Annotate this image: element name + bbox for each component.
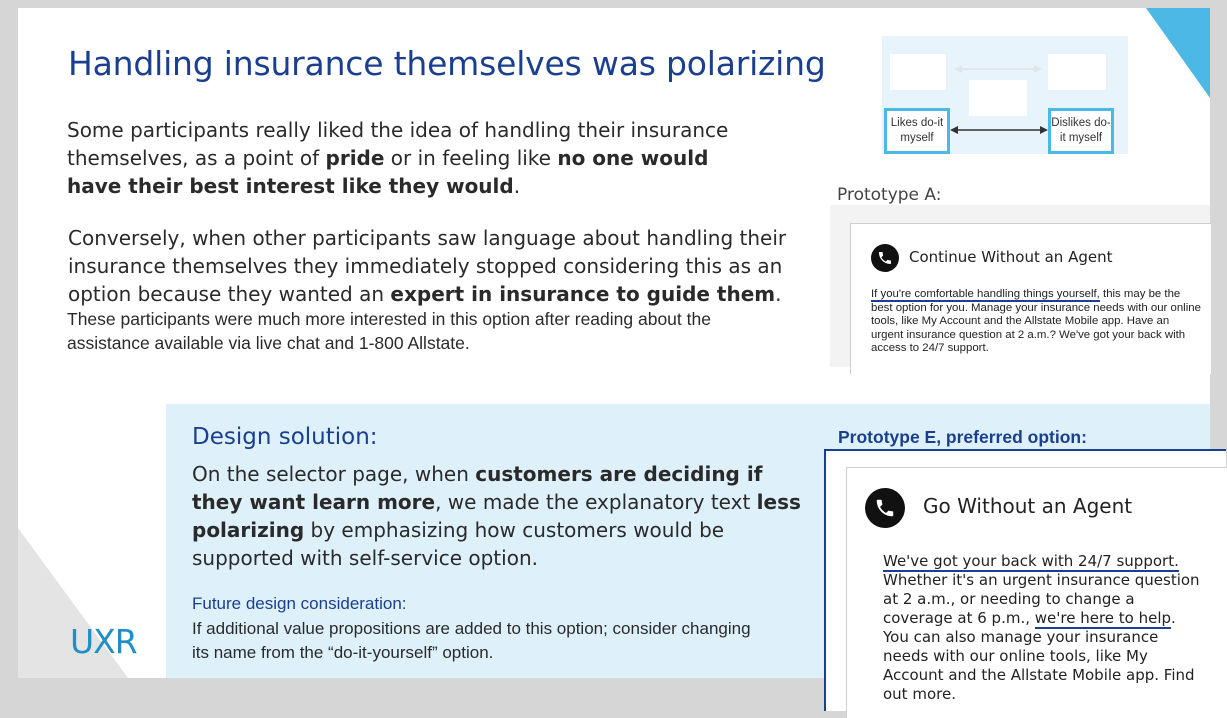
corner-decoration-top-right xyxy=(1146,8,1210,98)
slide xyxy=(18,8,1210,703)
phone-glyph xyxy=(877,250,893,266)
prototype-a-body xyxy=(871,288,1203,356)
phone-icon xyxy=(865,488,905,528)
bold-run: no one would have their best interest like they would xyxy=(67,146,709,198)
prototype-e-body xyxy=(883,552,1203,704)
text-run: Some participants really liked the idea of handling their insurance themselves, as a point of xyxy=(67,118,729,170)
placeholder-box xyxy=(1048,54,1106,90)
underlined-text: If you're comfortable handling things yourself, xyxy=(871,288,1100,300)
likes-diy-label: Likes do-it myself xyxy=(884,108,950,154)
double-arrow xyxy=(950,125,1048,135)
bold-run: customers are deciding if they want learn more xyxy=(192,462,763,514)
prototype-e-screenshot xyxy=(824,449,1226,711)
design-solution-text xyxy=(192,460,812,572)
prototype-e-card xyxy=(846,467,1227,718)
paragraph-assistance: These participants were much more interested in this option after reading about the assistance available via live chat and 1-800 Allstate. xyxy=(67,309,711,353)
text-run: Conversely, when other participants saw language about handling their insurance themselves they immediately stopped considering this as an option because they wanted an xyxy=(68,226,787,306)
faint-arrow xyxy=(954,64,1042,74)
bold-run: less polarizing xyxy=(192,490,801,542)
bold-run: pride xyxy=(325,146,385,170)
text-run: this may be the best option for you. Manage your insurance needs with our online tools, like My Account and the Allstate Mobile app. Have an urgent insurance question at 2 a.m.? We've got your back with access to 24/7 support. xyxy=(871,288,1201,355)
paragraph-conversely xyxy=(68,224,828,308)
prototype-e-label: Prototype E, preferred option: xyxy=(838,427,1087,447)
future-consideration-text: If additional value propositions are added to this option; consider changing its name from the “do-it-yourself” option. xyxy=(192,619,751,662)
uxr-logo: UXR xyxy=(70,622,137,661)
dislikes-diy-label: Dislikes do-it myself xyxy=(1048,108,1114,154)
text-run: On the selector page, when xyxy=(192,462,476,486)
design-solution-title: Design solution: xyxy=(192,424,378,450)
text-run: , we made the explanatory text xyxy=(435,490,757,514)
text-run: or in feeling like xyxy=(384,146,558,170)
text-run: by emphasizing how customers would be supported with self-service option. xyxy=(192,518,725,570)
prototype-a-screenshot xyxy=(830,205,1210,367)
placeholder-box xyxy=(890,54,946,90)
text-run: . xyxy=(775,282,782,306)
underlined-text: we're here to help xyxy=(1034,609,1172,627)
text-run: Whether it's an urgent insurance question at 2 a.m., or needing to change a coverage at 6 p.m., xyxy=(883,571,1200,627)
future-consideration-title: Future design consideration: xyxy=(192,594,407,613)
placeholder-box xyxy=(969,80,1027,116)
prototype-a-heading: Continue Without an Agent xyxy=(909,248,1113,266)
text-run: . xyxy=(513,174,521,198)
prototype-a-label: Prototype A: xyxy=(837,185,942,205)
prototype-e-heading: Go Without an Agent xyxy=(923,494,1133,518)
spectrum-diagram xyxy=(882,36,1128,154)
prototype-a-card xyxy=(850,223,1211,374)
phone-icon xyxy=(871,244,899,272)
bold-run: expert in insurance to guide them xyxy=(390,282,776,306)
underlined-text: We've got your back with 24/7 support. xyxy=(883,552,1179,570)
text-run: . You can also manage your insurance needs with our online tools, like My Account and the Allstate Mobile app. Find out more. xyxy=(883,609,1195,703)
phone-glyph xyxy=(874,497,896,519)
slide-title: Handling insurance themselves was polarizing xyxy=(68,44,826,83)
paragraph-likes xyxy=(67,116,747,200)
